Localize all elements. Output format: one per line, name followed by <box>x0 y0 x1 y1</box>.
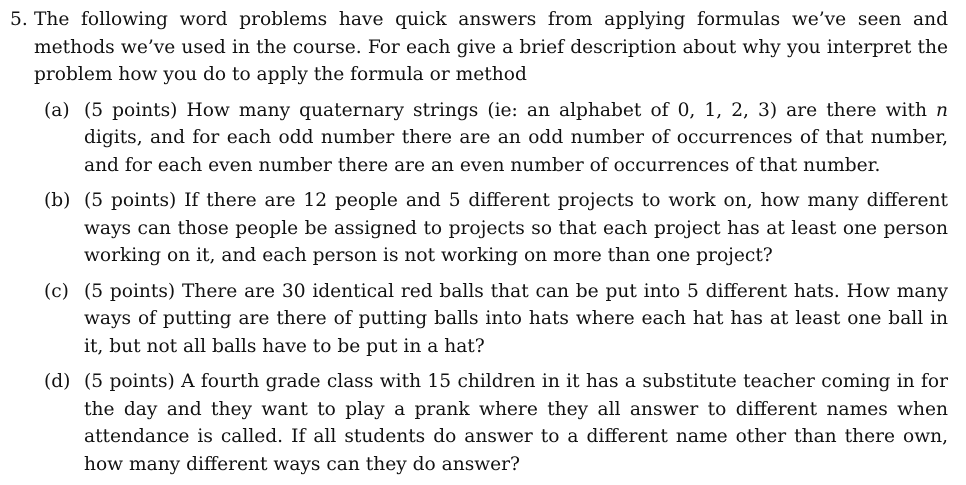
problem-intro: The following word problems have quick answers from applying formulas we’ve seen and methods we’ve used in the course. For each give a brief description about why you interpret the problem how you do to apply the formula or method <box>34 9 948 85</box>
part-text: There are 30 identical red balls that can be put into 5 different hats. How many ways of putting are there of putting balls into hats where each hat has at least one ball in it, but not all balls have to be put in a hat? <box>84 280 948 357</box>
part-b <box>44 187 948 270</box>
part-text-after: digits, and for each odd number there are an odd number of occurrences of that number, and for each even number there are an even number of occurrences of that number. <box>84 127 948 176</box>
problem-header <box>10 6 948 89</box>
part-points: (5 points) <box>84 371 175 392</box>
part-points: (5 points) <box>84 280 176 302</box>
part-a <box>44 97 948 180</box>
part-label: (a) <box>44 99 70 121</box>
problem-parts <box>44 97 948 479</box>
part-label: (b) <box>44 190 71 211</box>
part-points: (5 points) <box>84 190 177 211</box>
part-text: A fourth grade class with 15 children in it has a substitute teacher coming in for the day and they want to play a prank where they all answer to different names when attendance is called. If all students do answer to a different name other than there own, how many different ways can they do answer? <box>84 371 948 475</box>
part-body <box>84 278 948 361</box>
part-text: If there are 12 people and 5 different projects to work on, how many different ways can those people be assigned to projects so that each project has at least one person working on it, and each person is not working on more than one project? <box>84 190 948 266</box>
part-body <box>84 187 948 270</box>
part-body <box>84 368 948 478</box>
part-label: (c) <box>44 280 69 302</box>
math-variable: n <box>936 99 948 121</box>
part-text-before: How many quaternary strings (ie: an alphabet of 0, 1, 2, 3) are there with <box>186 99 927 121</box>
part-d <box>44 368 948 478</box>
part-label: (d) <box>44 371 71 392</box>
part-body <box>84 97 948 180</box>
part-points: (5 points) <box>84 99 178 121</box>
problem-number: 5. <box>10 9 28 30</box>
part-c <box>44 278 948 361</box>
